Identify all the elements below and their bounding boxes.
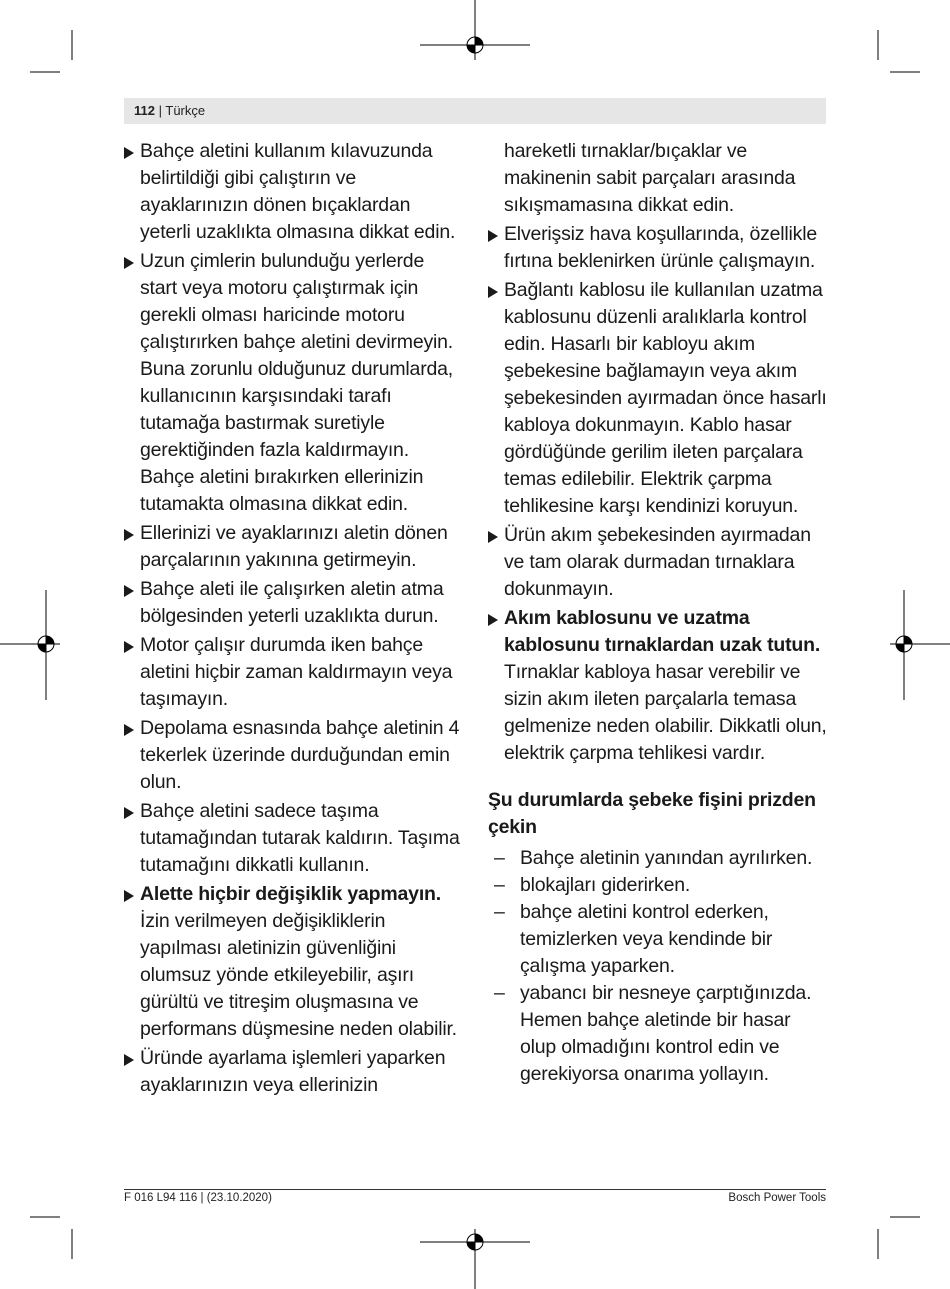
bullet-item xyxy=(124,138,464,246)
dash-symbol: – xyxy=(494,982,505,1004)
triangle-bullet-icon xyxy=(124,585,134,597)
header-separator: | xyxy=(158,103,162,118)
dash-symbol: – xyxy=(494,874,505,896)
dash-list xyxy=(488,845,830,1088)
right-bullet-list xyxy=(488,221,830,767)
bullet-bold-text: Akım kablosunu ve uzatma kablosunu tırnaklardan uzak tutun. xyxy=(504,607,821,656)
left-column xyxy=(124,138,464,1101)
triangle-bullet-icon xyxy=(488,531,498,543)
bullet-item xyxy=(124,248,464,518)
page-header xyxy=(134,103,205,118)
bullet-item xyxy=(488,277,830,520)
dash-item-text: yabancı bir nesneye çarptığınızda. Hemen bahçe aletinde bir hasar olup olmadığını kontrol edin ve gerekiyorsa onarıma yollayın. xyxy=(520,982,812,1085)
footer-doc-id: F 016 L94 116 | (23.10.2020) xyxy=(124,1192,272,1204)
triangle-bullet-icon xyxy=(488,230,498,242)
bullet-item xyxy=(124,1045,464,1099)
dash-item-text: blokajları giderirken. xyxy=(520,874,691,896)
bullet-text: Üründe ayarlama işlemleri yaparken ayaklarınızın veya ellerinizin xyxy=(140,1047,446,1096)
triangle-bullet-icon xyxy=(124,257,134,269)
section-heading: Şu durumlarda şebeke fişini prizden çekin xyxy=(488,789,816,838)
triangle-bullet-icon xyxy=(488,614,498,626)
triangle-bullet-icon xyxy=(124,147,134,159)
triangle-bullet-icon xyxy=(124,641,134,653)
bullet-text: Bağlantı kablosu ile kullanılan uzatma kablosunu düzenli aralıklarla kontrol edin. Hasarlı bir kabloyu akım şebekesine bağlamayın veya akım şebekesinden ayırmadan önce hasarlı kabloya dokunmayın. Kablo hasar gördüğünde gerilim ileten parçalara temas edilebilir. Elektrik çarpma tehlikesine karşı kendinizi koruyun. xyxy=(504,279,827,517)
dash-symbol: – xyxy=(494,847,505,869)
bullet-text: Bahçe aletini kullanım kılavuzunda belirtildiği gibi çalıştırın ve ayaklarınızın dönen bıçaklardan yeterli uzaklıkta olmasına dikkat edin. xyxy=(140,140,456,243)
dash-list-item xyxy=(488,845,830,872)
triangle-bullet-icon xyxy=(124,724,134,736)
bullet-text: Ürün akım şebekesinden ayırmadan ve tam olarak durmadan tırnaklara dokunmayın. xyxy=(504,524,811,600)
bullet-text: Ellerinizi ve ayaklarınızı aletin dönen parçalarının yakınına getirmeyin. xyxy=(140,522,448,571)
page-number: 112 xyxy=(134,103,155,118)
bullet-text: Tırnaklar kabloya hasar verebilir ve sizin akım ileten parçalarla temasa gelmenize neden olabilir. Dikkatli olun, elektrik çarpma tehlikesi vardır. xyxy=(504,661,827,764)
dash-list-item xyxy=(488,899,830,980)
page-header-bar xyxy=(124,98,826,124)
bullet-item xyxy=(124,632,464,713)
dash-item-text: bahçe aletini kontrol ederken, temizlerken veya kendinde bir çalışma yaparken. xyxy=(520,901,773,977)
triangle-bullet-icon xyxy=(124,1054,134,1066)
bullet-item xyxy=(488,522,830,603)
bullet-item xyxy=(124,881,464,1043)
bullet-bold-text: Alette hiçbir değişiklik yapmayın. xyxy=(140,883,441,905)
bullet-text: Bahçe aleti ile çalışırken aletin atma bölgesinden yeterli uzaklıkta durun. xyxy=(140,578,444,627)
bullet-item xyxy=(124,715,464,796)
bullet-item xyxy=(488,221,830,275)
dash-item-text: Bahçe aletinin yanından ayrılırken. xyxy=(520,847,813,869)
dash-list-item xyxy=(488,872,830,899)
triangle-bullet-icon xyxy=(488,286,498,298)
dash-list-item xyxy=(488,980,830,1088)
header-language: Türkçe xyxy=(165,103,206,118)
bullet-item xyxy=(124,798,464,879)
bullet-text: Uzun çimlerin bulunduğu yerlerde start veya motoru çalıştırmak için gerekli olması haricinde motoru çalıştırırken bahçe aletini devirmeyin. Buna zorunlu olduğunuz durumlarda, kullanıcının karşısındaki tarafı tutamağa bastırmak suretiyle gerektiğinden fazla kaldırmayın. Bahçe aletini bırakırken ellerinizin tutamakta olmasına dikkat edin. xyxy=(140,250,454,515)
continued-text: hareketli tırnaklar/bıçaklar ve makinenin sabit parçaları arasında sıkışmamasına dikkat edin. xyxy=(504,140,796,216)
bullet-text: Bahçe aletini sadece taşıma tutamağından tutarak kaldırın. Taşıma tutamağını dikkatli kullanın. xyxy=(140,800,460,876)
bullet-text: İzin verilmeyen değişikliklerin yapılması aletinizin güvenliğini olumsuz yönde etkileyebilir, aşırı gürültü ve titreşim oluşmasına ve performans düşmesine neden olabilir. xyxy=(140,910,457,1040)
dash-symbol: – xyxy=(494,901,505,923)
triangle-bullet-icon xyxy=(124,807,134,819)
footer-brand: Bosch Power Tools xyxy=(728,1192,826,1204)
footer-rule xyxy=(124,1189,826,1190)
right-column xyxy=(488,138,830,1088)
bullet-text: Motor çalışır durumda iken bahçe aletini hiçbir zaman kaldırmayın veya taşımayın. xyxy=(140,634,453,710)
bullet-text: Depolama esnasında bahçe aletinin 4 tekerlek üzerinde durduğundan emin olun. xyxy=(140,717,460,793)
bullet-item xyxy=(124,576,464,630)
bullet-item xyxy=(124,520,464,574)
triangle-bullet-icon xyxy=(124,890,134,902)
bullet-item xyxy=(488,605,830,767)
triangle-bullet-icon xyxy=(124,529,134,541)
bullet-text: Elverişsiz hava koşullarında, özellikle fırtına beklenirken ürünle çalışmayın. xyxy=(504,223,818,272)
